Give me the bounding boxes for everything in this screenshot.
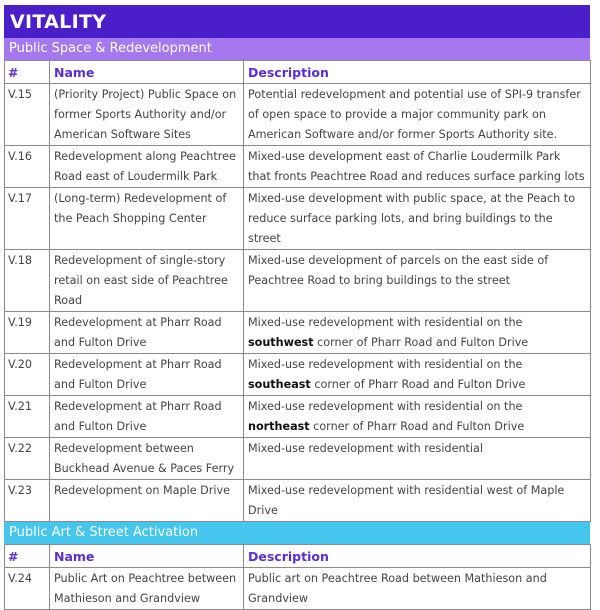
row-description: Mixed-use development of parcels on the east side of Peachtree Road to bring buildings to the street [244, 250, 591, 312]
row-name: Redevelopment at Pharr Road and Fulton Drive [50, 396, 244, 438]
row-name: Redevelopment of single-story retail on east side of Peachtree Road [50, 250, 244, 312]
desc-text: corner of Pharr Road and Fulton Drive [313, 336, 529, 349]
row-description [244, 354, 591, 396]
row-name: Redevelopment between Buckhead Avenue & Paces Ferry [50, 438, 244, 480]
row-description: Potential redevelopment and potential use of SPI-9 transfer of open space to provide a major community park on American Software and/or former Sports Authority site. [244, 84, 591, 146]
desc-direction: northeast [248, 420, 310, 433]
row-num: V.24 [5, 568, 50, 610]
row-description: Mixed-use redevelopment with residential west of Maple Drive [244, 480, 591, 522]
col-header-num: # [5, 61, 50, 84]
table-row [5, 250, 591, 312]
table-header-row [5, 61, 591, 84]
row-num: V.20 [5, 354, 50, 396]
row-name: Redevelopment at Pharr Road and Fulton Drive [50, 354, 244, 396]
col-header-name: Name [50, 61, 244, 84]
table-row [5, 568, 591, 610]
row-description: Public art on Peachtree Road between Mathieson and Grandview [244, 568, 591, 610]
row-num: V.18 [5, 250, 50, 312]
section-header-public-art: Public Art & Street Activation [4, 522, 590, 544]
desc-text: Mixed-use redevelopment with residential on the [248, 316, 523, 329]
table-header-row [5, 545, 591, 568]
table-row [5, 396, 591, 438]
row-name: Redevelopment on Maple Drive [50, 480, 244, 522]
desc-direction: southeast [248, 378, 311, 391]
row-description [244, 396, 591, 438]
col-header-name: Name [50, 545, 244, 568]
row-name: (Priority Project) Public Space on former Sports Authority and/or American Software Sites [50, 84, 244, 146]
desc-text: Mixed-use redevelopment with residential on the [248, 400, 523, 413]
table-row [5, 146, 591, 188]
col-header-description: Description [244, 61, 591, 84]
desc-text: corner of Pharr Road and Fulton Drive [309, 420, 525, 433]
row-name: Redevelopment along Peachtree Road east of Loudermilk Park [50, 146, 244, 188]
table-row [5, 354, 591, 396]
row-name: Public Art on Peachtree between Mathieson and Grandview [50, 568, 244, 610]
desc-direction: southwest [248, 336, 314, 349]
col-header-description: Description [244, 545, 591, 568]
row-name: Redevelopment at Pharr Road and Fulton Drive [50, 312, 244, 354]
table-row [5, 438, 591, 480]
table-row [5, 188, 591, 250]
row-description: Mixed-use development east of Charlie Loudermilk Park that fronts Peachtree Road and reduces surface parking lots [244, 146, 591, 188]
row-num: V.21 [5, 396, 50, 438]
row-num: V.17 [5, 188, 50, 250]
desc-text: Mixed-use redevelopment with residential on the [248, 358, 523, 371]
row-description [244, 312, 591, 354]
table-row [5, 84, 591, 146]
page-title: VITALITY [4, 5, 590, 38]
row-description: Mixed-use development with public space, at the Peach to reduce surface parking lots, and bring buildings to the street [244, 188, 591, 250]
row-name: (Long-term) Redevelopment of the Peach Shopping Center [50, 188, 244, 250]
vitality-table [4, 5, 590, 610]
row-num: V.16 [5, 146, 50, 188]
row-num: V.15 [5, 84, 50, 146]
public-space-table [4, 60, 591, 522]
table-row [5, 480, 591, 522]
row-description: Mixed-use redevelopment with residential [244, 438, 591, 480]
row-num: V.23 [5, 480, 50, 522]
col-header-num: # [5, 545, 50, 568]
section-header-public-space: Public Space & Redevelopment [4, 38, 590, 60]
public-art-table [4, 544, 591, 610]
row-num: V.19 [5, 312, 50, 354]
row-num: V.22 [5, 438, 50, 480]
table-row [5, 312, 591, 354]
desc-text: corner of Pharr Road and Fulton Drive [310, 378, 526, 391]
